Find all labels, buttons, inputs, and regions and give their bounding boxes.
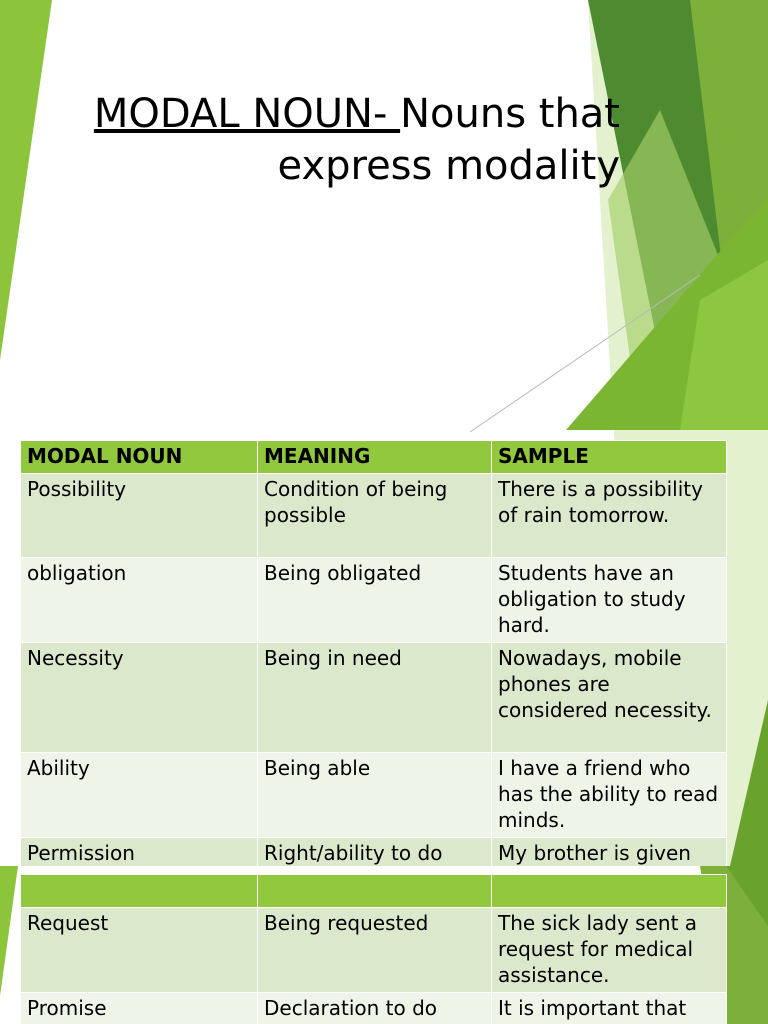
cell-sample: The sick lady sent a request for medical assistance. bbox=[492, 908, 727, 993]
modal-noun-table bbox=[20, 440, 727, 866]
header-modal-noun: MODAL NOUN bbox=[21, 441, 258, 474]
cell-meaning: Being able bbox=[258, 753, 492, 838]
header-empty bbox=[258, 875, 492, 908]
table-row bbox=[21, 474, 727, 558]
cell-noun: Permission bbox=[21, 838, 258, 867]
cell-sample: It is important that bbox=[492, 993, 727, 1024]
cell-sample: There is a possibility of rain tomorrow. bbox=[492, 474, 727, 558]
header-meaning: MEANING bbox=[258, 441, 492, 474]
table-header-row bbox=[21, 875, 727, 908]
slide-2 bbox=[0, 866, 768, 1024]
table-row bbox=[21, 908, 727, 993]
table-row bbox=[21, 993, 727, 1024]
modal-noun-table-continued bbox=[20, 874, 727, 1024]
cell-meaning: Right/ability to do bbox=[258, 838, 492, 867]
cell-noun: Ability bbox=[21, 753, 258, 838]
cell-sample: My brother is given bbox=[492, 838, 727, 867]
cell-noun: obligation bbox=[21, 558, 258, 643]
table-header-row bbox=[21, 441, 727, 474]
cell-noun: Promise bbox=[21, 993, 258, 1024]
cell-noun: Request bbox=[21, 908, 258, 993]
cell-noun: Necessity bbox=[21, 643, 258, 753]
cell-sample: Nowadays, mobile phones are considered necessity. bbox=[492, 643, 727, 753]
header-empty bbox=[21, 875, 258, 908]
title-rest: Nouns that express modality bbox=[277, 91, 620, 189]
cell-meaning: Being requested bbox=[258, 908, 492, 993]
cell-noun: Possibility bbox=[21, 474, 258, 558]
left-green-wedge-2 bbox=[0, 866, 18, 996]
header-sample: SAMPLE bbox=[492, 441, 727, 474]
table-row bbox=[21, 753, 727, 838]
table-row bbox=[21, 838, 727, 867]
title-underlined-part: MODAL NOUN- bbox=[93, 91, 401, 137]
cell-meaning: Being in need bbox=[258, 643, 492, 753]
slide-title bbox=[40, 88, 620, 192]
cell-meaning: Declaration to do bbox=[258, 993, 492, 1024]
cell-sample: I have a friend who has the ability to read minds. bbox=[492, 753, 727, 838]
header-empty bbox=[492, 875, 727, 908]
cell-meaning: Condition of being possible bbox=[258, 474, 492, 558]
table-row bbox=[21, 558, 727, 643]
table-row bbox=[21, 643, 727, 753]
cell-meaning: Being obligated bbox=[258, 558, 492, 643]
cell-sample: Students have an obligation to study hard. bbox=[492, 558, 727, 643]
